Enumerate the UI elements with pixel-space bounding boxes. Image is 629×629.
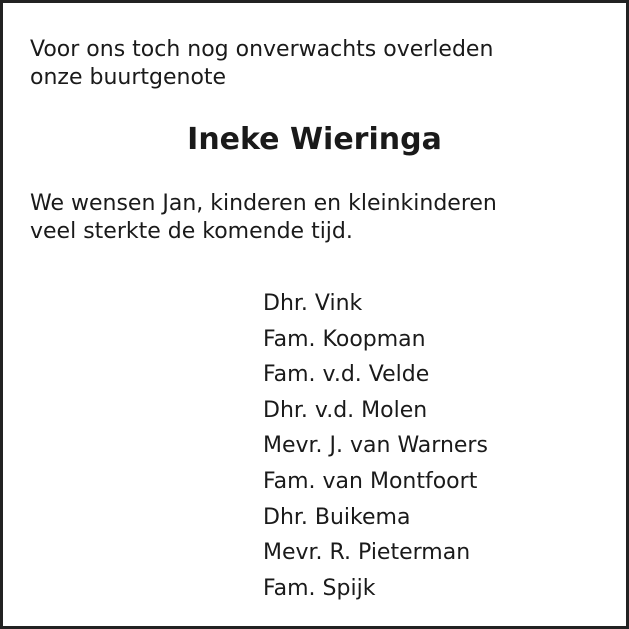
wish-line-1: We wensen Jan, kinderen en kleinkinderen [30, 191, 497, 216]
signer-name: Fam. Koopman [263, 326, 426, 352]
intro-line-2: onze buurtgenote [30, 65, 227, 90]
signers-list [263, 286, 488, 606]
wish-line-2: veel sterkte de komende tijd. [30, 219, 353, 244]
signer-name: Mevr. R. Pieterman [263, 540, 471, 566]
signer-name: Fam. v.d. Velde [263, 362, 430, 388]
intro-text [30, 36, 610, 92]
wish-text [30, 190, 610, 246]
signer-name: Dhr. Vink [263, 291, 363, 316]
deceased-name: Ineke Wieringa [187, 122, 442, 157]
signer-name: Dhr. v.d. Molen [263, 397, 428, 423]
signer-name: Fam. van Montfoort [263, 468, 478, 494]
signer-name: Dhr. Buikema [263, 504, 411, 530]
intro-line-1: Voor ons toch nog onverwachts overleden [30, 37, 494, 62]
signer-name: Fam. Spijk [263, 575, 376, 601]
signer-name: Mevr. J. van Warners [263, 433, 488, 459]
